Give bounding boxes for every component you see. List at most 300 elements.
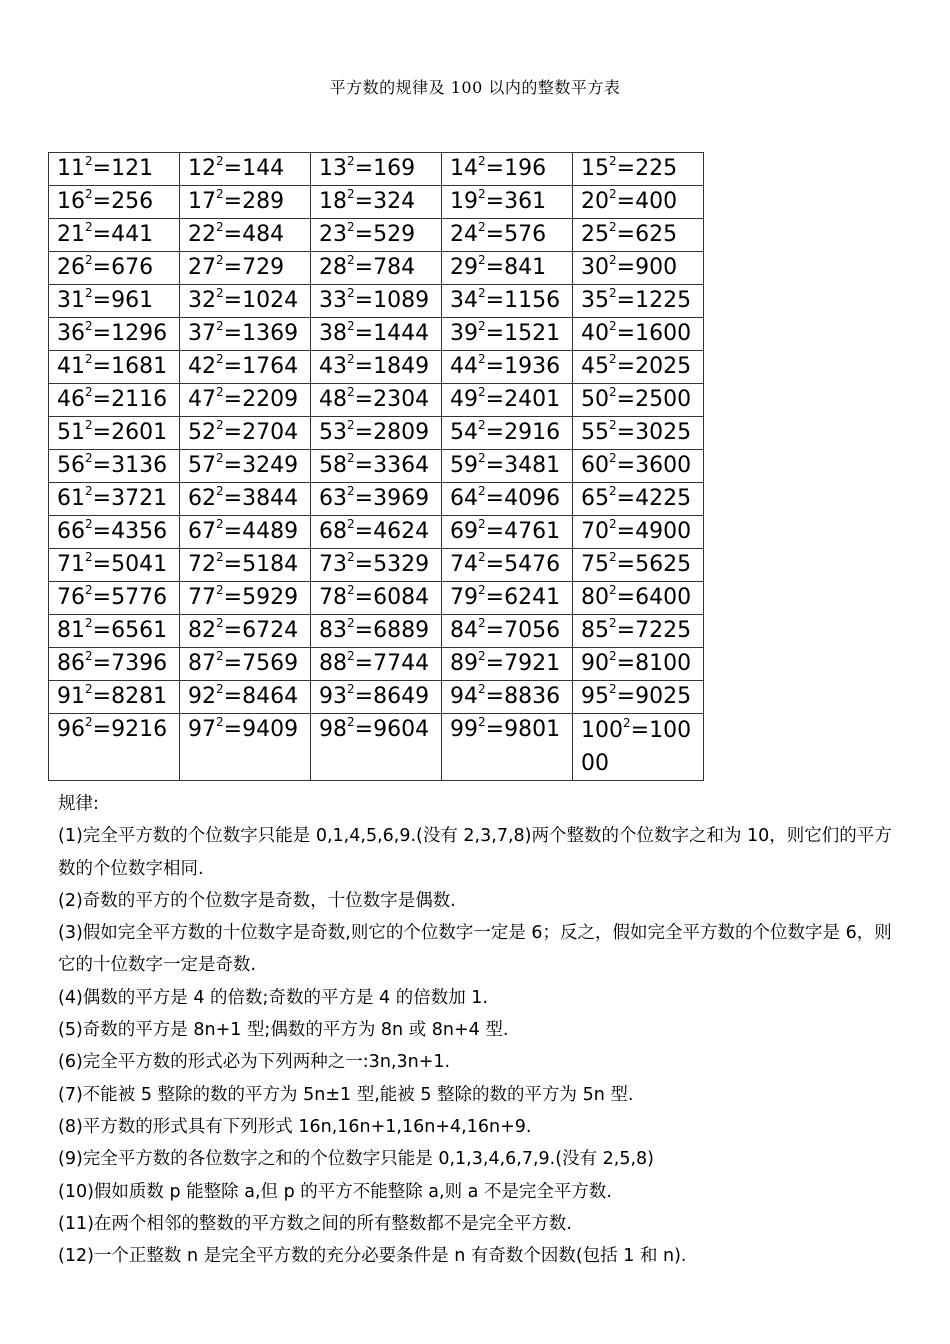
square-base: 52 bbox=[188, 420, 216, 445]
square-cell: $26^2=676$ bbox=[49, 252, 180, 285]
square-exponent: 2 bbox=[347, 550, 355, 564]
square-base: 53 bbox=[319, 420, 347, 445]
square-cell: $38^2=1444$ bbox=[311, 318, 442, 351]
square-exponent: 2 bbox=[216, 583, 224, 597]
square-value: 225 bbox=[635, 156, 678, 181]
square-exponent: 2 bbox=[85, 352, 93, 366]
square-value: 484 bbox=[242, 222, 285, 247]
square-value: 9604 bbox=[373, 717, 430, 742]
square-base: 70 bbox=[581, 519, 609, 544]
square-cell: $43^2=1849$ bbox=[311, 351, 442, 384]
square-cell: $25^2=625$ bbox=[573, 219, 704, 252]
square-base: 36 bbox=[57, 321, 85, 346]
square-cell: $97^2=9409$ bbox=[180, 714, 311, 781]
square-value: 4900 bbox=[635, 519, 692, 544]
square-exponent: 2 bbox=[347, 385, 355, 399]
square-base: 34 bbox=[450, 288, 478, 313]
square-exponent: 2 bbox=[85, 253, 93, 267]
square-value: 4356 bbox=[111, 519, 168, 544]
square-cell: $47^2=2209$ bbox=[180, 384, 311, 417]
square-cell: $80^2=6400$ bbox=[573, 582, 704, 615]
square-base: 18 bbox=[319, 189, 347, 214]
square-value: 2809 bbox=[373, 420, 430, 445]
square-value: 6241 bbox=[504, 585, 561, 610]
square-value: 2704 bbox=[242, 420, 299, 445]
rule-item: (3)假如完全平方数的十位数字是奇数,则它的个位数字一定是 6；反之，假如完全平方数的个位数字是 6，则它的十位数字一定是奇数. bbox=[58, 923, 892, 976]
square-cell: $11^2=121$ bbox=[49, 153, 180, 186]
square-cell: $15^2=225$ bbox=[573, 153, 704, 186]
square-exponent: 2 bbox=[609, 154, 617, 168]
squares-table bbox=[48, 152, 704, 781]
square-exponent: 2 bbox=[347, 154, 355, 168]
square-value: 7744 bbox=[373, 651, 430, 676]
square-exponent: 2 bbox=[609, 319, 617, 333]
square-cell: $74^2=5476$ bbox=[442, 549, 573, 582]
table-row bbox=[49, 450, 704, 483]
square-cell: $37^2=1369$ bbox=[180, 318, 311, 351]
rule-item: (8)平方数的形式具有下列形式 16n,16n+1,16n+4,16n+9. bbox=[58, 1116, 532, 1137]
square-value: 3364 bbox=[373, 453, 430, 478]
square-value: 8281 bbox=[111, 684, 168, 709]
square-base: 30 bbox=[581, 255, 609, 280]
square-base: 84 bbox=[450, 618, 478, 643]
square-base: 66 bbox=[57, 519, 85, 544]
square-base: 45 bbox=[581, 354, 609, 379]
square-exponent: 2 bbox=[85, 385, 93, 399]
square-base: 37 bbox=[188, 321, 216, 346]
table-row bbox=[49, 681, 704, 714]
square-base: 79 bbox=[450, 585, 478, 610]
square-exponent: 2 bbox=[347, 484, 355, 498]
square-cell: $66^2=4356$ bbox=[49, 516, 180, 549]
square-exponent: 2 bbox=[478, 550, 486, 564]
square-cell: $53^2=2809$ bbox=[311, 417, 442, 450]
square-cell: $96^2=9216$ bbox=[49, 714, 180, 781]
square-exponent: 2 bbox=[609, 616, 617, 630]
square-base: 33 bbox=[319, 288, 347, 313]
square-cell: $46^2=2116$ bbox=[49, 384, 180, 417]
square-base: 19 bbox=[450, 189, 478, 214]
square-cell: $32^2=1024$ bbox=[180, 285, 311, 318]
square-value: 121 bbox=[111, 156, 154, 181]
square-cell: $33^2=1089$ bbox=[311, 285, 442, 318]
square-value: 7396 bbox=[111, 651, 168, 676]
table-row bbox=[49, 516, 704, 549]
square-value: 7569 bbox=[242, 651, 299, 676]
square-value: 10000 bbox=[581, 718, 692, 776]
square-cell: $13^2=169$ bbox=[311, 153, 442, 186]
square-exponent: 2 bbox=[609, 517, 617, 531]
square-base: 60 bbox=[581, 453, 609, 478]
square-exponent: 2 bbox=[347, 682, 355, 696]
table-row bbox=[49, 582, 704, 615]
square-base: 93 bbox=[319, 684, 347, 709]
square-cell: $65^2=4225$ bbox=[573, 483, 704, 516]
square-value: 144 bbox=[242, 156, 285, 181]
square-base: 83 bbox=[319, 618, 347, 643]
square-cell: $71^2=5041$ bbox=[49, 549, 180, 582]
table-row bbox=[49, 417, 704, 450]
square-exponent: 2 bbox=[347, 319, 355, 333]
square-exponent: 2 bbox=[216, 715, 224, 729]
square-exponent: 2 bbox=[216, 220, 224, 234]
square-exponent: 2 bbox=[609, 220, 617, 234]
square-value: 1444 bbox=[373, 321, 430, 346]
square-value: 324 bbox=[373, 189, 416, 214]
square-cell: $22^2=484$ bbox=[180, 219, 311, 252]
square-value: 256 bbox=[111, 189, 154, 214]
square-base: 91 bbox=[57, 684, 85, 709]
square-value: 4225 bbox=[635, 486, 692, 511]
square-base: 13 bbox=[319, 156, 347, 181]
square-value: 1369 bbox=[242, 321, 299, 346]
square-value: 8649 bbox=[373, 684, 430, 709]
square-value: 289 bbox=[242, 189, 285, 214]
square-value: 3600 bbox=[635, 453, 692, 478]
square-exponent: 2 bbox=[478, 517, 486, 531]
square-exponent: 2 bbox=[216, 319, 224, 333]
square-base: 40 bbox=[581, 321, 609, 346]
square-exponent: 2 bbox=[478, 649, 486, 663]
square-value: 1936 bbox=[504, 354, 561, 379]
square-cell: $17^2=289$ bbox=[180, 186, 311, 219]
square-base: 68 bbox=[319, 519, 347, 544]
square-value: 1681 bbox=[111, 354, 168, 379]
table-row bbox=[49, 219, 704, 252]
square-exponent: 2 bbox=[85, 616, 93, 630]
square-value: 4761 bbox=[504, 519, 561, 544]
square-base: 42 bbox=[188, 354, 216, 379]
square-exponent: 2 bbox=[216, 550, 224, 564]
square-exponent: 2 bbox=[347, 352, 355, 366]
square-base: 32 bbox=[188, 288, 216, 313]
square-exponent: 2 bbox=[347, 649, 355, 663]
square-exponent: 2 bbox=[216, 517, 224, 531]
square-value: 961 bbox=[111, 288, 154, 313]
square-exponent: 2 bbox=[478, 385, 486, 399]
rule-item: (11)在两个相邻的整数的平方数之间的所有整数都不是完全平方数. bbox=[58, 1213, 572, 1234]
square-value: 3844 bbox=[242, 486, 299, 511]
square-cell: $72^2=5184$ bbox=[180, 549, 311, 582]
square-base: 28 bbox=[319, 255, 347, 280]
square-cell: $19^2=361$ bbox=[442, 186, 573, 219]
square-cell: $52^2=2704$ bbox=[180, 417, 311, 450]
rules-heading: 规律: bbox=[58, 794, 99, 814]
square-cell: $24^2=576$ bbox=[442, 219, 573, 252]
square-exponent: 2 bbox=[478, 319, 486, 333]
square-value: 576 bbox=[504, 222, 547, 247]
square-exponent: 2 bbox=[478, 253, 486, 267]
square-cell: $29^2=841$ bbox=[442, 252, 573, 285]
square-exponent: 2 bbox=[85, 154, 93, 168]
square-cell: $81^2=6561$ bbox=[49, 615, 180, 648]
square-cell: $31^2=961$ bbox=[49, 285, 180, 318]
square-base: 67 bbox=[188, 519, 216, 544]
square-value: 676 bbox=[111, 255, 154, 280]
square-value: 6561 bbox=[111, 618, 168, 643]
square-value: 9409 bbox=[242, 717, 299, 742]
square-value: 3025 bbox=[635, 420, 692, 445]
square-cell: $77^2=5929$ bbox=[180, 582, 311, 615]
square-value: 3481 bbox=[504, 453, 561, 478]
square-value: 625 bbox=[635, 222, 678, 247]
square-exponent: 2 bbox=[478, 451, 486, 465]
square-cell: $48^2=2304$ bbox=[311, 384, 442, 417]
square-exponent: 2 bbox=[347, 451, 355, 465]
square-exponent: 2 bbox=[478, 187, 486, 201]
square-value: 729 bbox=[242, 255, 285, 280]
square-base: 99 bbox=[450, 717, 478, 742]
square-cell: $12^2=144$ bbox=[180, 153, 311, 186]
square-value: 1024 bbox=[242, 288, 299, 313]
square-base: 44 bbox=[450, 354, 478, 379]
square-exponent: 2 bbox=[609, 352, 617, 366]
table-row bbox=[49, 648, 704, 681]
square-cell: $82^2=6724$ bbox=[180, 615, 311, 648]
square-base: 74 bbox=[450, 552, 478, 577]
square-cell: $79^2=6241$ bbox=[442, 582, 573, 615]
square-exponent: 2 bbox=[478, 286, 486, 300]
square-cell: $51^2=2601$ bbox=[49, 417, 180, 450]
square-cell: $41^2=1681$ bbox=[49, 351, 180, 384]
square-value: 6889 bbox=[373, 618, 430, 643]
square-cell: $86^2=7396$ bbox=[49, 648, 180, 681]
square-value: 9025 bbox=[635, 684, 692, 709]
square-exponent: 2 bbox=[85, 550, 93, 564]
square-base: 20 bbox=[581, 189, 609, 214]
square-base: 78 bbox=[319, 585, 347, 610]
table-row bbox=[49, 153, 704, 186]
square-exponent: 2 bbox=[609, 253, 617, 267]
square-base: 51 bbox=[57, 420, 85, 445]
rule-item: (2)奇数的平方的个位数字是奇数，十位数字是偶数. bbox=[58, 890, 456, 911]
square-base: 95 bbox=[581, 684, 609, 709]
square-cell: $40^2=1600$ bbox=[573, 318, 704, 351]
square-value: 196 bbox=[504, 156, 547, 181]
square-cell: $63^2=3969$ bbox=[311, 483, 442, 516]
square-value: 2401 bbox=[504, 387, 561, 412]
square-value: 3721 bbox=[111, 486, 168, 511]
square-base: 80 bbox=[581, 585, 609, 610]
square-value: 2116 bbox=[111, 387, 168, 412]
square-value: 1225 bbox=[635, 288, 692, 313]
square-value: 8836 bbox=[504, 684, 561, 709]
square-exponent: 2 bbox=[216, 682, 224, 696]
square-base: 55 bbox=[581, 420, 609, 445]
square-base: 96 bbox=[57, 717, 85, 742]
table-row bbox=[49, 483, 704, 516]
square-cell: $64^2=4096$ bbox=[442, 483, 573, 516]
square-value: 900 bbox=[635, 255, 678, 280]
square-base: 94 bbox=[450, 684, 478, 709]
square-exponent: 2 bbox=[85, 418, 93, 432]
square-value: 6084 bbox=[373, 585, 430, 610]
table-row bbox=[49, 615, 704, 648]
square-base: 82 bbox=[188, 618, 216, 643]
square-cell: $60^2=3600$ bbox=[573, 450, 704, 483]
square-cell: $76^2=5776$ bbox=[49, 582, 180, 615]
square-cell: $67^2=4489$ bbox=[180, 516, 311, 549]
square-cell: $91^2=8281$ bbox=[49, 681, 180, 714]
square-base: 81 bbox=[57, 618, 85, 643]
square-cell: $28^2=784$ bbox=[311, 252, 442, 285]
rule-item: (10)假如质数 p 能整除 a,但 p 的平方不能整除 a,则 a 不是完全平方数. bbox=[58, 1181, 612, 1202]
square-value: 2025 bbox=[635, 354, 692, 379]
square-cell: $45^2=2025$ bbox=[573, 351, 704, 384]
square-value: 5184 bbox=[242, 552, 299, 577]
rules-section bbox=[58, 788, 898, 1272]
square-cell: $100^2=10000$ bbox=[573, 714, 704, 781]
square-value: 2916 bbox=[504, 420, 561, 445]
square-value: 4624 bbox=[373, 519, 430, 544]
square-base: 89 bbox=[450, 651, 478, 676]
table-row bbox=[49, 285, 704, 318]
square-cell: $90^2=8100$ bbox=[573, 648, 704, 681]
square-exponent: 2 bbox=[609, 649, 617, 663]
rule-item: (12)一个正整数 n 是完全平方数的充分必要条件是 n 有奇数个因数(包括 1 和 n). bbox=[58, 1246, 687, 1267]
square-value: 3249 bbox=[242, 453, 299, 478]
square-cell: $36^2=1296$ bbox=[49, 318, 180, 351]
square-cell: $44^2=1936$ bbox=[442, 351, 573, 384]
square-value: 5476 bbox=[504, 552, 561, 577]
square-base: 72 bbox=[188, 552, 216, 577]
square-value: 529 bbox=[373, 222, 416, 247]
square-base: 86 bbox=[57, 651, 85, 676]
square-cell: $57^2=3249$ bbox=[180, 450, 311, 483]
square-exponent: 2 bbox=[85, 517, 93, 531]
square-value: 4096 bbox=[504, 486, 561, 511]
square-cell: $83^2=6889$ bbox=[311, 615, 442, 648]
rule-item: (5)奇数的平方是 8n+1 型;偶数的平方为 8n 或 8n+4 型. bbox=[58, 1020, 509, 1041]
square-value: 1521 bbox=[504, 321, 561, 346]
square-value: 441 bbox=[111, 222, 154, 247]
square-exponent: 2 bbox=[85, 715, 93, 729]
square-value: 1764 bbox=[242, 354, 299, 379]
square-cell: $61^2=3721$ bbox=[49, 483, 180, 516]
square-exponent: 2 bbox=[216, 286, 224, 300]
square-cell: $23^2=529$ bbox=[311, 219, 442, 252]
square-value: 1849 bbox=[373, 354, 430, 379]
square-base: 62 bbox=[188, 486, 216, 511]
square-base: 24 bbox=[450, 222, 478, 247]
square-cell: $69^2=4761$ bbox=[442, 516, 573, 549]
square-exponent: 2 bbox=[347, 583, 355, 597]
square-cell: $27^2=729$ bbox=[180, 252, 311, 285]
square-base: 90 bbox=[581, 651, 609, 676]
square-cell: $89^2=7921$ bbox=[442, 648, 573, 681]
square-exponent: 2 bbox=[85, 649, 93, 663]
square-exponent: 2 bbox=[347, 616, 355, 630]
square-cell: $75^2=5625$ bbox=[573, 549, 704, 582]
square-exponent: 2 bbox=[609, 583, 617, 597]
square-base: 76 bbox=[57, 585, 85, 610]
square-base: 65 bbox=[581, 486, 609, 511]
square-cell: $95^2=9025$ bbox=[573, 681, 704, 714]
square-value: 6724 bbox=[242, 618, 299, 643]
square-cell: $98^2=9604$ bbox=[311, 714, 442, 781]
rule-item: (4)偶数的平方是 4 的倍数;奇数的平方是 4 的倍数加 1. bbox=[58, 987, 488, 1008]
square-cell: $42^2=1764$ bbox=[180, 351, 311, 384]
square-base: 59 bbox=[450, 453, 478, 478]
square-cell: $84^2=7056$ bbox=[442, 615, 573, 648]
square-base: 38 bbox=[319, 321, 347, 346]
square-exponent: 2 bbox=[609, 550, 617, 564]
square-base: 14 bbox=[450, 156, 478, 181]
square-value: 2601 bbox=[111, 420, 168, 445]
square-cell: $21^2=441$ bbox=[49, 219, 180, 252]
table-row bbox=[49, 186, 704, 219]
square-exponent: 2 bbox=[478, 352, 486, 366]
square-base: 57 bbox=[188, 453, 216, 478]
square-exponent: 2 bbox=[478, 715, 486, 729]
square-value: 7056 bbox=[504, 618, 561, 643]
square-value: 5776 bbox=[111, 585, 168, 610]
square-base: 39 bbox=[450, 321, 478, 346]
square-value: 400 bbox=[635, 189, 678, 214]
square-base: 73 bbox=[319, 552, 347, 577]
square-exponent: 2 bbox=[85, 286, 93, 300]
square-exponent: 2 bbox=[478, 484, 486, 498]
square-value: 9216 bbox=[111, 717, 168, 742]
square-exponent: 2 bbox=[347, 220, 355, 234]
square-cell: $58^2=3364$ bbox=[311, 450, 442, 483]
square-cell: $73^2=5329$ bbox=[311, 549, 442, 582]
square-exponent: 2 bbox=[609, 682, 617, 696]
square-base: 26 bbox=[57, 255, 85, 280]
square-exponent: 2 bbox=[85, 583, 93, 597]
square-base: 16 bbox=[57, 189, 85, 214]
square-value: 1156 bbox=[504, 288, 561, 313]
square-value: 7225 bbox=[635, 618, 692, 643]
square-base: 49 bbox=[450, 387, 478, 412]
square-exponent: 2 bbox=[478, 583, 486, 597]
square-base: 71 bbox=[57, 552, 85, 577]
square-value: 7921 bbox=[504, 651, 561, 676]
square-exponent: 2 bbox=[478, 220, 486, 234]
square-value: 784 bbox=[373, 255, 416, 280]
square-cell: $93^2=8649$ bbox=[311, 681, 442, 714]
square-value: 169 bbox=[373, 156, 416, 181]
square-base: 43 bbox=[319, 354, 347, 379]
square-base: 46 bbox=[57, 387, 85, 412]
square-value: 8100 bbox=[635, 651, 692, 676]
square-exponent: 2 bbox=[216, 253, 224, 267]
rule-item: (6)完全平方数的形式必为下列两种之一:3n,3n+1. bbox=[58, 1052, 451, 1073]
square-cell: $18^2=324$ bbox=[311, 186, 442, 219]
square-exponent: 2 bbox=[216, 154, 224, 168]
square-cell: $20^2=400$ bbox=[573, 186, 704, 219]
square-value: 6400 bbox=[635, 585, 692, 610]
square-base: 64 bbox=[450, 486, 478, 511]
square-base: 11 bbox=[57, 156, 85, 181]
rule-item: (7)不能被 5 整除的数的平方为 5n±1 型,能被 5 整除的数的平方为 5n 型. bbox=[58, 1084, 634, 1105]
square-cell: $39^2=1521$ bbox=[442, 318, 573, 351]
square-value: 9801 bbox=[504, 717, 561, 742]
square-cell: $50^2=2500$ bbox=[573, 384, 704, 417]
square-exponent: 2 bbox=[609, 286, 617, 300]
square-base: 97 bbox=[188, 717, 216, 742]
table-row bbox=[49, 384, 704, 417]
square-base: 63 bbox=[319, 486, 347, 511]
square-cell: $35^2=1225$ bbox=[573, 285, 704, 318]
square-cell: $68^2=4624$ bbox=[311, 516, 442, 549]
square-exponent: 2 bbox=[216, 451, 224, 465]
square-exponent: 2 bbox=[85, 484, 93, 498]
square-exponent: 2 bbox=[85, 451, 93, 465]
square-base: 100 bbox=[581, 718, 623, 743]
square-base: 61 bbox=[57, 486, 85, 511]
square-base: 56 bbox=[57, 453, 85, 478]
